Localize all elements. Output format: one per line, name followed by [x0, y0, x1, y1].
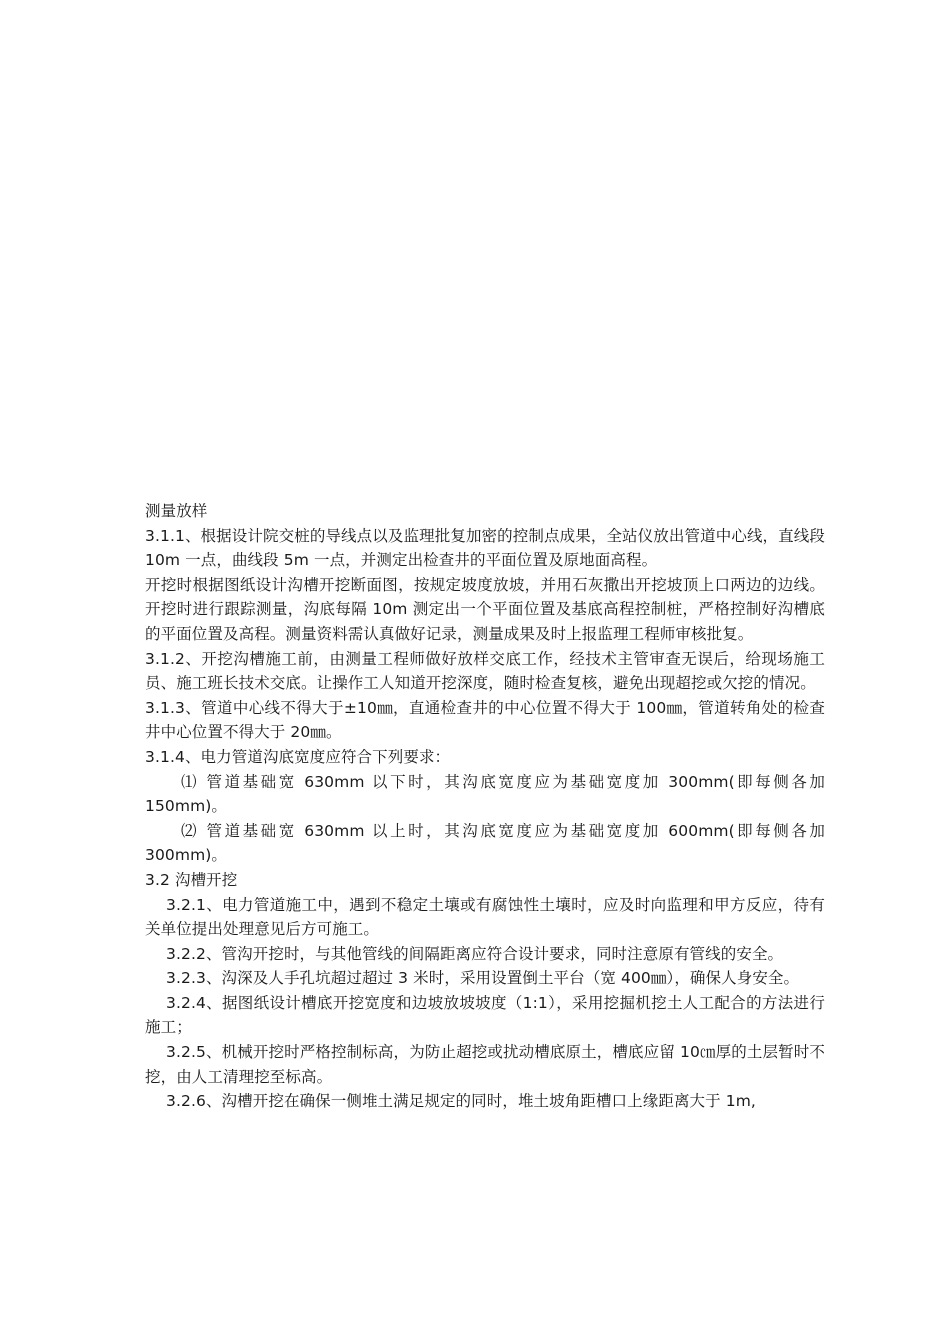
- paragraph-excavation-survey: 开挖时根据图纸设计沟槽开挖断面图，按规定坡度放坡，并用石灰撒出开挖坡顶上口两边的边线。开挖时进行跟踪测量，沟底每隔 10m 测定出一个平面位置及基底高程控制桩，严格控制好沟槽底的平面位置及高程。测量资料需认真做好记录，测量成果及时上报监理工程师审核批复。: [145, 575, 825, 643]
- paragraph-3-1-4: 3.1.4、电力管道沟底宽度应符合下列要求：: [145, 747, 451, 766]
- paragraph-3-2-5: 3.2.5、机械开挖时严格控制标高，为防止超挖或扰动槽底原土，槽底应留 10㎝厚的土层暂时不挖，由人工清理挖至标高。: [145, 1043, 825, 1086]
- paragraph-3-2-1: 3.2.1、电力管道施工中，遇到不稳定土壤或有腐蚀性土壤时，应及时向监理和甲方反应，待有关单位提出处理意见后方可施工。: [145, 895, 825, 939]
- document-body: [145, 499, 825, 1114]
- paragraph-3-2-4: 3.2.4、据图纸设计槽底开挖宽度和边坡放坡坡度（1:1），采用挖掘机挖土人工配合的方法进行施工；: [145, 993, 825, 1037]
- paragraph-3-2-6: 3.2.6、沟槽开挖在确保一侧堆土满足规定的同时，堆土坡角距槽口上缘距离大于 1m,: [166, 1092, 756, 1111]
- paragraph-3-1-3: 3.1.3、管道中心线不得大于±10㎜，直通检查井的中心位置不得大于 100㎜，管道转角处的检查井中心位置不得大于 20㎜。: [145, 698, 825, 742]
- section-heading-3-2: 3.2 沟槽开挖: [145, 870, 238, 889]
- section-heading-survey: 测量放样: [145, 502, 208, 520]
- paragraph-3-2-2: 3.2.2、管沟开挖时，与其他管线的间隔距离应符合设计要求，同时注意原有管线的安全。: [166, 944, 784, 963]
- paragraph-3-2-3: 3.2.3、沟深及人手孔坑超过超过 3 米时，采用设置倒土平台（宽 400㎜），确保人身安全。: [166, 969, 800, 988]
- list-item-2: ⑵ 管道基础宽 630mm 以上时，其沟底宽度应为基础宽度加 600mm(即每侧各加300mm)。: [145, 821, 825, 865]
- paragraph-3-1-1: 3.1.1、根据设计院交桩的导线点以及监理批复加密的控制点成果，全站仪放出管道中心线，直线段 10m 一点，曲线段 5m 一点，并测定出检查井的平面位置及原地面高程。: [145, 526, 825, 570]
- paragraph-3-1-2: 3.1.2、开挖沟槽施工前，由测量工程师做好放样交底工作，经技术主管审查无误后，给现场施工员、施工班长技术交底。让操作工人知道开挖深度，随时检查复核，避免出现超挖或欠挖的情况。: [145, 649, 825, 693]
- list-item-1: ⑴ 管道基础宽 630mm 以下时，其沟底宽度应为基础宽度加 300mm(即每侧各加150mm)。: [145, 772, 825, 816]
